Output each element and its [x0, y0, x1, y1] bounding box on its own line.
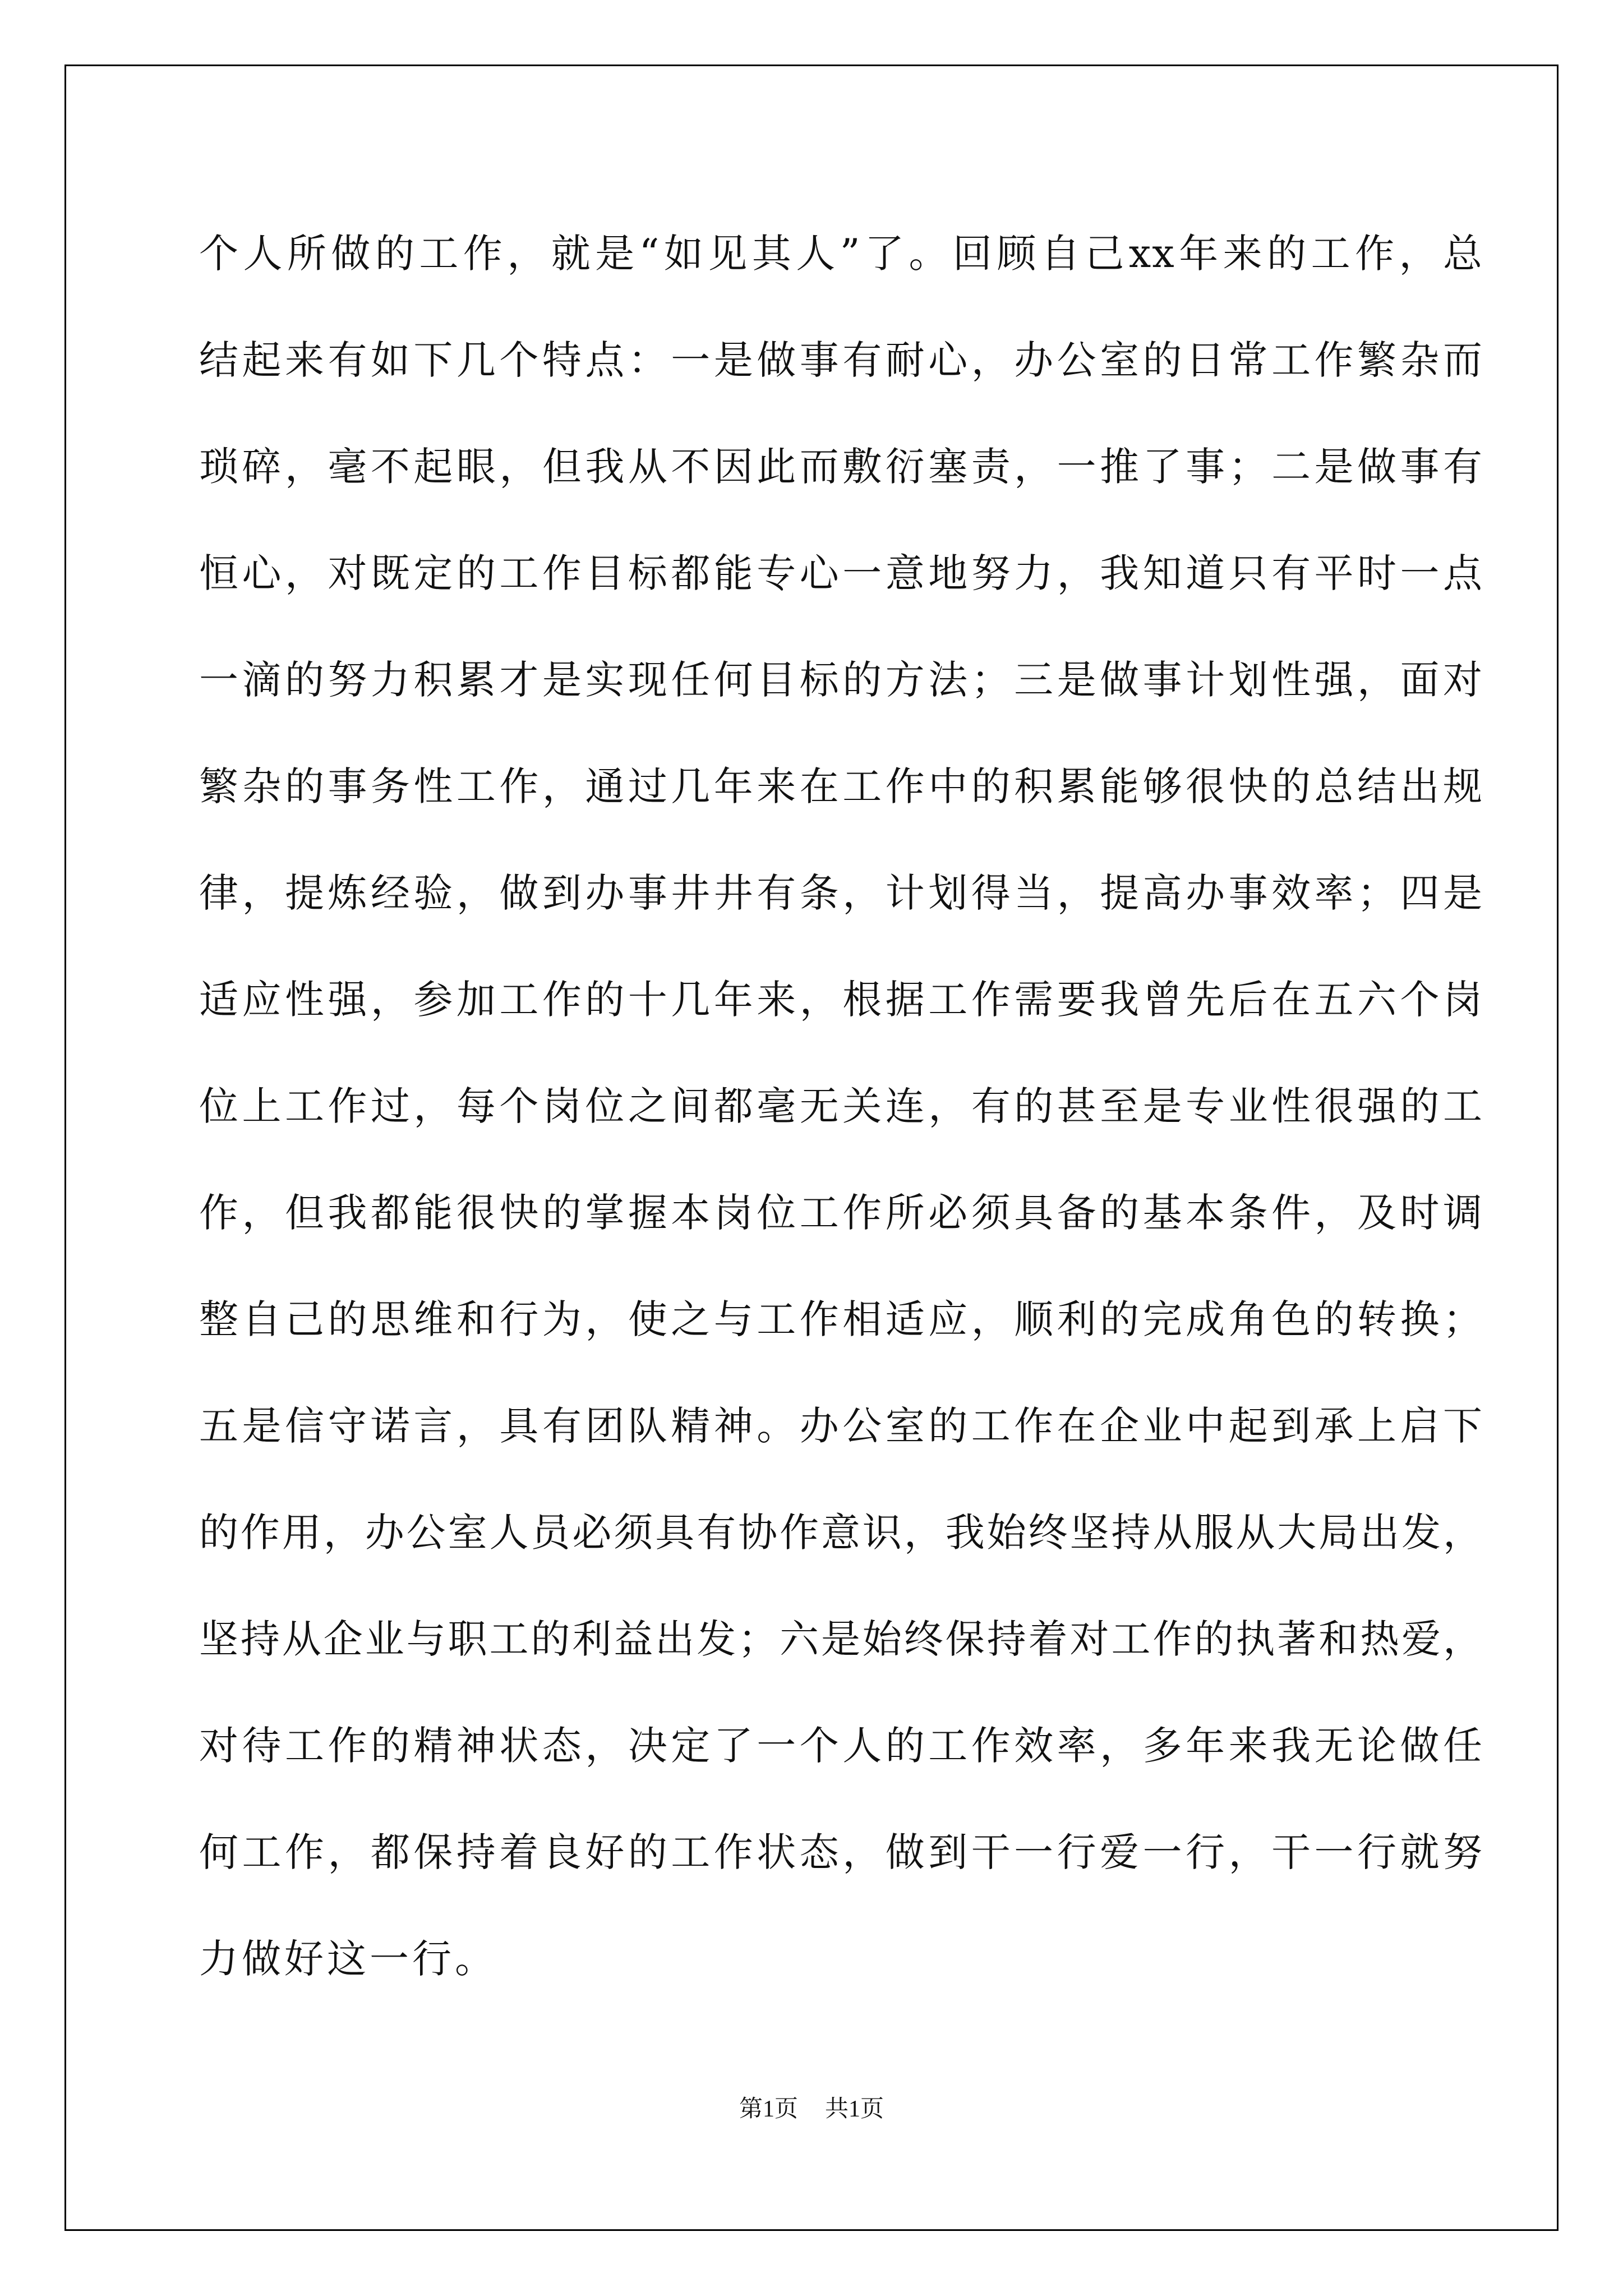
body-line-11: 整自己的思维和行为，使之与工作相适应，顺利的完成角色的转换；: [199, 1296, 1483, 1342]
body-line-8: 适应性强，参加工作的十几年来，根据工作需要我曾先后在五六个岗: [199, 977, 1483, 1023]
body-line-5: 一滴的努力积累才是实现任何目标的方法；三是做事计划性强，面对: [199, 657, 1483, 703]
page-number-total: 共1页: [825, 2096, 884, 2122]
page-number-current: 第1页: [739, 2096, 798, 2122]
body-line-1: 个人所做的工作，就是“如见其人”了。回顾自己xx年来的工作，总: [199, 231, 1483, 277]
body-line-2: 结起来有如下几个特点：一是做事有耐心，办公室的日常工作繁杂而: [199, 337, 1483, 383]
page-footer: [0, 2092, 1623, 2126]
body-line-17: 力做好这一行。: [199, 1936, 497, 1982]
body-line-10: 作，但我都能很快的掌握本岗位工作所必须具备的基本条件，及时调: [199, 1190, 1483, 1236]
body-line-7: 律，提炼经验，做到办事井井有条，计划得当，提高办事效率；四是: [199, 870, 1483, 916]
body-line-12: 五是信守诺言，具有团队精神。办公室的工作在企业中起到承上启下: [199, 1403, 1483, 1449]
body-line-13: 的作用，办公室人员必须具有协作意识，我始终坚持从服从大局出发，: [199, 1510, 1483, 1556]
body-line-3: 琐碎，毫不起眼，但我从不因此而敷衍塞责，一推了事；二是做事有: [199, 444, 1483, 490]
body-line-16: 何工作，都保持着良好的工作状态，做到干一行爱一行，干一行就努: [199, 1829, 1483, 1875]
body-line-14: 坚持从企业与职工的利益出发；六是始终保持着对工作的执著和热爱，: [199, 1616, 1483, 1662]
document-body: [199, 217, 1483, 2029]
body-line-9: 位上工作过，每个岗位之间都毫无关连，有的甚至是专业性很强的工: [199, 1083, 1483, 1129]
body-line-15: 对待工作的精神状态，决定了一个人的工作效率，多年来我无论做任: [199, 1723, 1483, 1769]
body-line-4: 恒心，对既定的工作目标都能专心一意地努力，我知道只有平时一点: [199, 550, 1483, 596]
body-line-6: 繁杂的事务性工作，通过几年来在工作中的积累能够很快的总结出规: [199, 763, 1483, 809]
